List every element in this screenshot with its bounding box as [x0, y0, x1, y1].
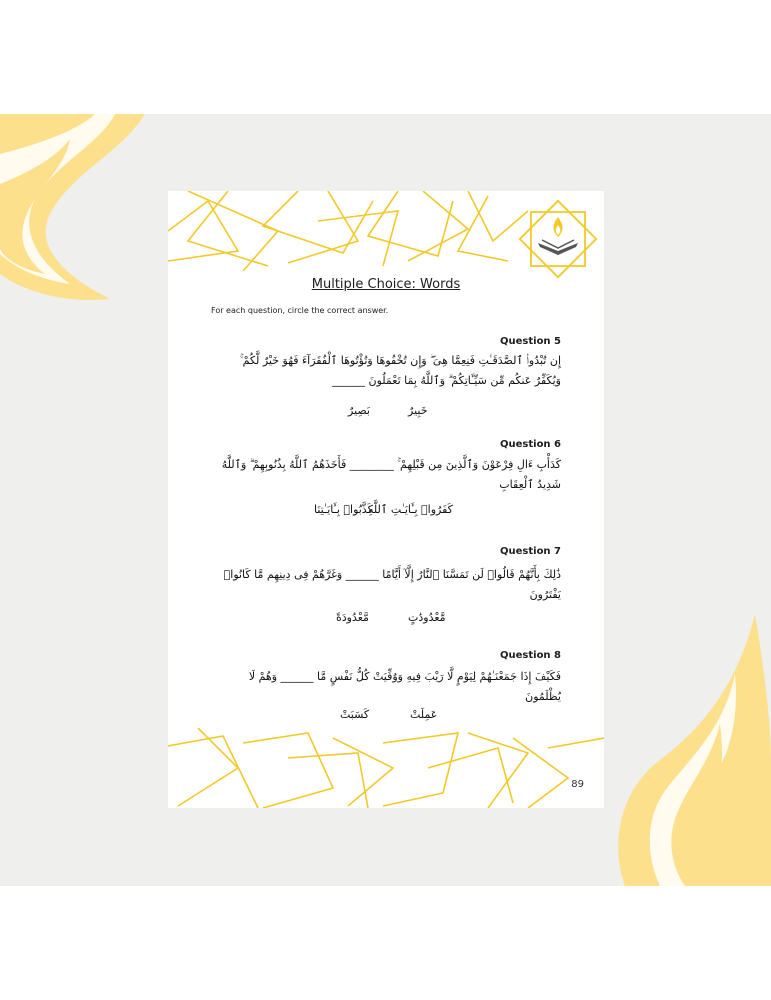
answer-option[interactable]: مَّعْدُودَٰتٍ: [408, 611, 446, 624]
flame-right-icon: [615, 614, 771, 886]
answer-option[interactable]: بَصِيرٌ: [348, 404, 370, 417]
answer-option[interactable]: كَفَرُوا۟ بِـَٔايَـٰتِ ٱللَّهِ: [368, 503, 453, 516]
worksheet-page: [168, 191, 604, 808]
answer-option[interactable]: كَذَّبُوا۟ بِـَٔايَـٰتِنَا: [314, 503, 373, 516]
flame-book-icon: [518, 199, 598, 279]
question-label: Question 6: [500, 439, 561, 450]
flame-left-icon: [0, 114, 160, 304]
page-number: 89: [571, 779, 584, 790]
answer-option[interactable]: خَبِيرٌ: [408, 404, 428, 417]
question-label: Question 7: [500, 546, 561, 557]
instructions: For each question, circle the correct answer.: [211, 306, 389, 315]
question-label: Question 8: [500, 650, 561, 661]
geometric-pattern-bottom: [168, 728, 604, 808]
answer-option[interactable]: مَّعْدُودَةً: [336, 611, 369, 624]
question-label: Question 5: [500, 336, 561, 347]
answer-option[interactable]: عَمِلَتْ: [410, 708, 438, 721]
question-text: كَدَأْبِ ءَالِ فِرْعَوْنَ وَٱلَّذِينَ مِن قَبْلِهِمْ ۚ ________ فَأَخَذَهُمُ ٱللَّهُ بِذُنُوبِهِمْ ۗ وَٱللَّهُ شَدِيدُ ٱلْعِقَابِ: [221, 458, 561, 491]
question-text: إِن تُبْدُوا۟ ٱلصَّدَقَـٰتِ فَنِعِمَّا هِىَ ۖ وَإِن تُخْفُوهَا وَتُؤْتُوهَا ٱلْفُقَرَآءَ فَهُوَ خَيْرٌ لَّكُمْ ۚ وَيُكَفِّرُ عَنكُم مِّن سَيِّـَٔاتِكُمْ ۗ وَٱللَّهُ بِمَا تَعْمَلُونَ ______: [239, 354, 561, 387]
question-text: فَكَيْفَ إِذَا جَمَعْنَـٰهُمْ لِيَوْمٍ لَّا رَيْبَ فِيهِ وَوُفِّيَتْ كُلُّ نَفْسٍ مَّا ______ وَهُمْ لَا يُظْلَمُونَ: [248, 670, 561, 703]
page-title: Multiple Choice: Words: [311, 277, 461, 292]
question-text: ذَٰلِكَ بِأَنَّهُمْ قَالُوا۟ لَن تَمَسَّنَا ٱلنَّارُ إِلَّآ أَيَّامًا ______ وَغَرَّهُمْ فِى دِينِهِم مَّا كَانُوا۟ يَفْتَرُونَ: [223, 568, 561, 601]
answer-option[interactable]: كَسَبَتْ: [340, 708, 370, 721]
